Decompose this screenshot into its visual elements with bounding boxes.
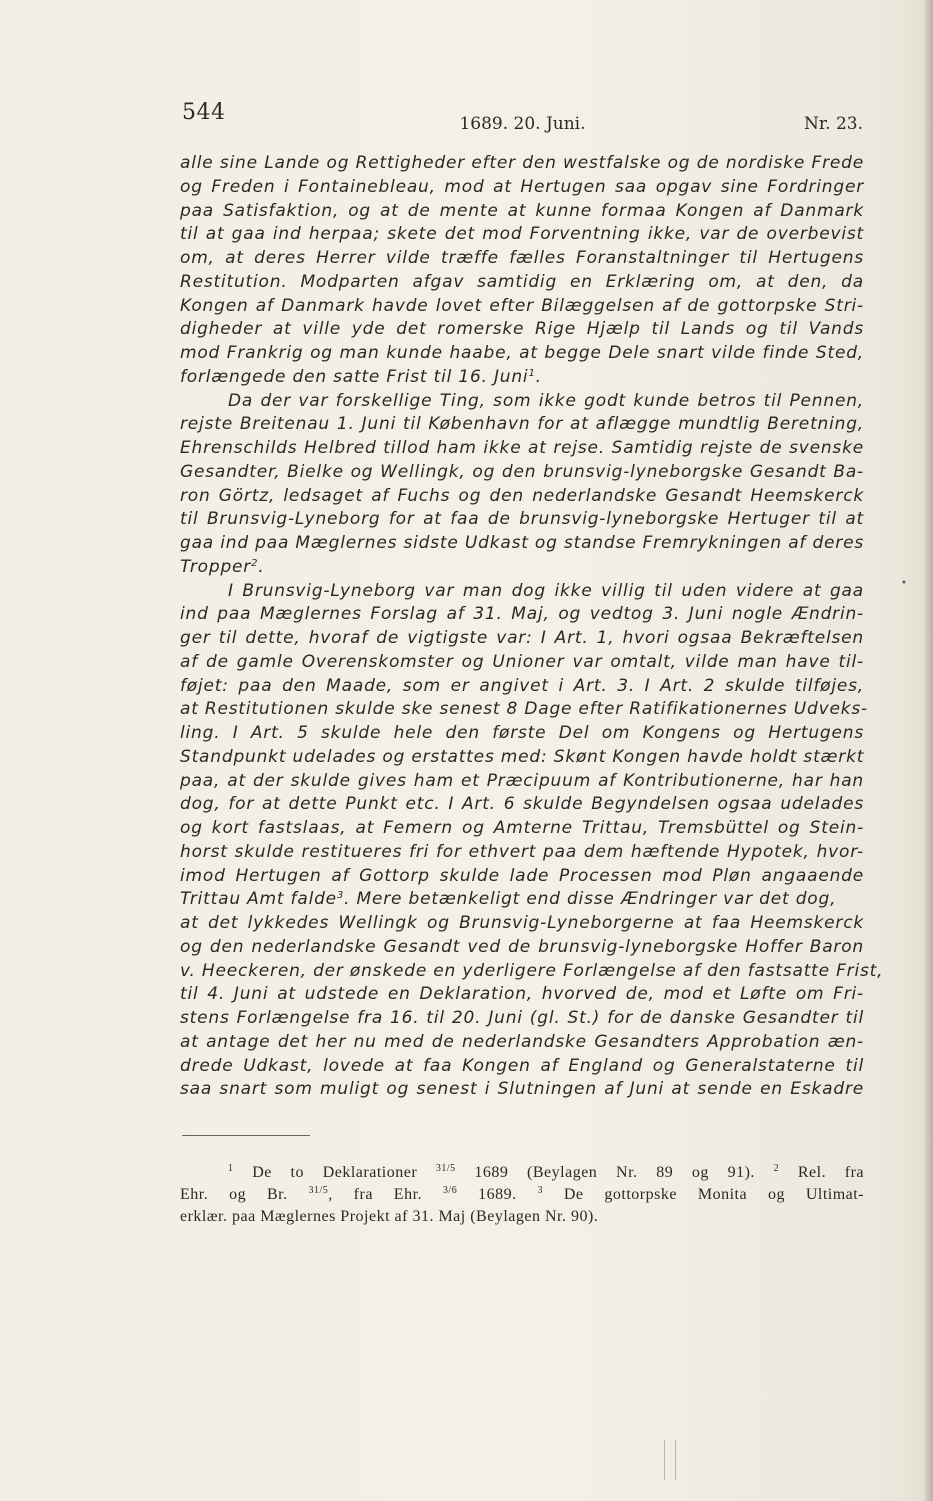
text-line: horst skulde restitueres fri for ethvert paa dem hæftende Hypotek, hvor- bbox=[180, 841, 864, 862]
footnote-text: Ehr. og Br. bbox=[180, 1186, 288, 1203]
text-line: til 4. Juni at udstede en Deklaration, hvorved de, mod et Løfte om Fri- bbox=[180, 984, 864, 1005]
page-edge bbox=[925, 0, 933, 1501]
text-fragment: Trittau Amt falde bbox=[180, 889, 337, 910]
footnote-ref-3[interactable]: 3 bbox=[336, 890, 345, 902]
footnote-mark-3: 3 bbox=[537, 1185, 543, 1196]
header-date: 1689. 20. Juni. bbox=[459, 114, 586, 134]
footnote-mark-2: 2 bbox=[773, 1163, 780, 1174]
text-line: om, at deres Herrer vilde træffe fælles Foranstaltninger til Hertugens bbox=[180, 248, 864, 268]
text-line: digheder at ville yde det romerske Rige Hjælp til Lands og til Vands bbox=[180, 319, 864, 340]
footnote-ref-1[interactable]: 1 bbox=[528, 367, 536, 379]
text-line: gaa ind paa Mæglernes sidste Udkast og standse Fremrykningen af deres bbox=[180, 533, 864, 553]
scan-artifact bbox=[664, 1440, 676, 1480]
text-line: v. Heeckeren, der ønskede en yderligere Forlængelse af den fastsatte Frist, bbox=[180, 960, 884, 981]
text-fragment: Tropper bbox=[180, 556, 252, 577]
text-line: Kongen af Danmark havde lovet efter Bilæggelsen af de gottorpske Stri- bbox=[180, 295, 864, 316]
footnote-mark-1: 1 bbox=[228, 1163, 234, 1174]
text-line bbox=[180, 366, 864, 390]
footnote-line bbox=[180, 1184, 864, 1206]
text-line: mod Frankrig og man kunde haabe, at begge Dele snart vilde finde Sted, bbox=[180, 343, 864, 363]
text-line bbox=[180, 888, 864, 912]
text-fragment: . bbox=[258, 556, 265, 577]
text-line: at antage det her nu med de nederlandske Gesandters Approbation æn- bbox=[180, 1031, 864, 1052]
footnote-3 bbox=[537, 1186, 864, 1203]
text-line: dog, for at dette Punkt etc. I Art. 6 skulde Begyndelsen ogsaa udelades bbox=[180, 794, 864, 815]
text-line: drede Udkast, lovede at faa Kongen af England og Generalstaterne til bbox=[180, 1055, 864, 1076]
text-line: at Restitutionen skulde ske senest 8 Dage efter Ratifikationernes Udveks- bbox=[180, 699, 868, 720]
text-fragment: forlængede den satte Frist til 16. Juni bbox=[180, 366, 529, 387]
text-line: I Brunsvig-Lyneborg var man dog ikke villig til uden videre at gaa bbox=[228, 580, 864, 601]
footnote-1 bbox=[228, 1164, 755, 1181]
text-fragment: . bbox=[535, 366, 542, 387]
text-line: Ehrenschilds Helbred tillod ham ikke at rejse. Samtidig rejste de svenske bbox=[180, 438, 864, 458]
footnote-text: 1689 (Beylagen Nr. 89 og 91). bbox=[474, 1164, 755, 1181]
text-line: ger til dette, hvoraf de vigtigste var: I Art. 1, hvori ogsaa Bekræftelsen bbox=[180, 628, 864, 648]
text-line: paa Satisfaktion, og at de mente at kunne formaa Kongen af Danmark bbox=[180, 200, 864, 221]
footnote-date: 31/5 bbox=[435, 1163, 456, 1174]
footnote-text: 1689. bbox=[478, 1186, 517, 1203]
footnote-date: 3/6 bbox=[442, 1185, 458, 1196]
footnote-2 bbox=[774, 1164, 864, 1181]
text-line: til at gaa ind herpaa; skete det mod Forventning ikke, var de overbevist bbox=[180, 224, 864, 245]
text-line bbox=[180, 556, 864, 580]
text-line: Gesandter, Bielke og Wellingk, og den brunsvig-lyneborgske Gesandt Ba- bbox=[180, 461, 864, 482]
footnotes bbox=[180, 1162, 864, 1228]
footnote-line: erklær. paa Mæglernes Projekt af 31. Maj (Beylagen Nr. 90). bbox=[180, 1208, 599, 1225]
footnote-line bbox=[180, 1162, 864, 1184]
text-line: til Brunsvig-Lyneborg for at faa de brunsvig-lyneborgske Hertuger til at bbox=[180, 509, 864, 530]
margin-mark: • bbox=[901, 578, 907, 589]
text-line: ling. I Art. 5 skulde hele den første Del om Kongens og Hertugens bbox=[180, 723, 864, 743]
text-line: paa, at der skulde gives ham et Præcipuum af Kontributionerne, har han bbox=[180, 770, 864, 791]
text-line: og den nederlandske Gesandt ved de brunsvig-lyneborgske Hoffer Baron bbox=[180, 936, 864, 957]
footnote-date: 31/5 bbox=[308, 1185, 329, 1196]
text-line: stens Forlængelse fra 16. til 20. Juni (gl. St.) for de danske Gesandter til bbox=[180, 1008, 864, 1028]
footnote-ref-2[interactable]: 2 bbox=[251, 557, 259, 569]
text-line: og Freden i Fontainebleau, mod at Hertugen saa opgav sine Fordringer bbox=[180, 176, 864, 197]
running-header bbox=[182, 100, 863, 136]
footnote-2-continued bbox=[180, 1186, 517, 1203]
text-line: Da der var forskellige Ting, som ikke godt kunde betros til Pennen, bbox=[228, 390, 864, 411]
text-fragment: . Mere betænkeligt end disse Ændringer var det dog, bbox=[344, 889, 837, 910]
footnote-text: , fra Ehr. bbox=[328, 1186, 423, 1203]
text-line: ron Görtz, ledsaget af Fuchs og den nederlandske Gesandt Heemskerck bbox=[180, 485, 864, 506]
text-line: imod Hertugen af Gottorp skulde lade Processen mod Pløn angaaende bbox=[180, 865, 864, 886]
document-number: Nr. 23. bbox=[804, 114, 863, 134]
text-line: og kort fastslaas, at Femern og Amterne Trittau, Tremsbüttel og Stein- bbox=[180, 818, 864, 838]
text-line: at det lykkedes Wellingk og Brunsvig-Lyneborgerne at faa Heemskerck bbox=[180, 913, 864, 933]
text-line: ind paa Mæglernes Forslag af 31. Maj, og vedtog 3. Juni nogle Ændrin- bbox=[180, 604, 864, 625]
footnote-text: De gottorpske Monita og Ultimat- bbox=[563, 1186, 865, 1203]
text-line: rejste Breitenau 1. Juni til København for at aflægge mundtlig Beretning, bbox=[180, 414, 864, 435]
footnote-text: De to Deklarationer bbox=[252, 1164, 418, 1181]
text-line: saa snart som muligt og senest i Slutningen af Juni at sende en Eskadre bbox=[180, 1079, 864, 1100]
text-line: alle sine Lande og Rettigheder efter den westfalske og de nordiske Frede bbox=[180, 153, 864, 173]
text-line: Restitution. Modparten afgav samtidig en Erklæring om, at den, da bbox=[180, 271, 864, 292]
footnote-text: Rel. fra bbox=[797, 1164, 865, 1181]
main-text bbox=[180, 152, 884, 1102]
text-line: føjet: paa den Maade, som er angivet i Art. 3. I Art. 2 skulde tilføjes, bbox=[180, 675, 864, 696]
footnote-divider bbox=[182, 1135, 310, 1136]
text-line: Standpunkt udelades og erstattes med: Skønt Kongen havde holdt stærkt bbox=[180, 746, 865, 767]
text-line: af de gamle Overenskomster og Unioner var omtalt, vilde man have til- bbox=[180, 651, 864, 672]
page-number: 544 bbox=[182, 100, 226, 125]
